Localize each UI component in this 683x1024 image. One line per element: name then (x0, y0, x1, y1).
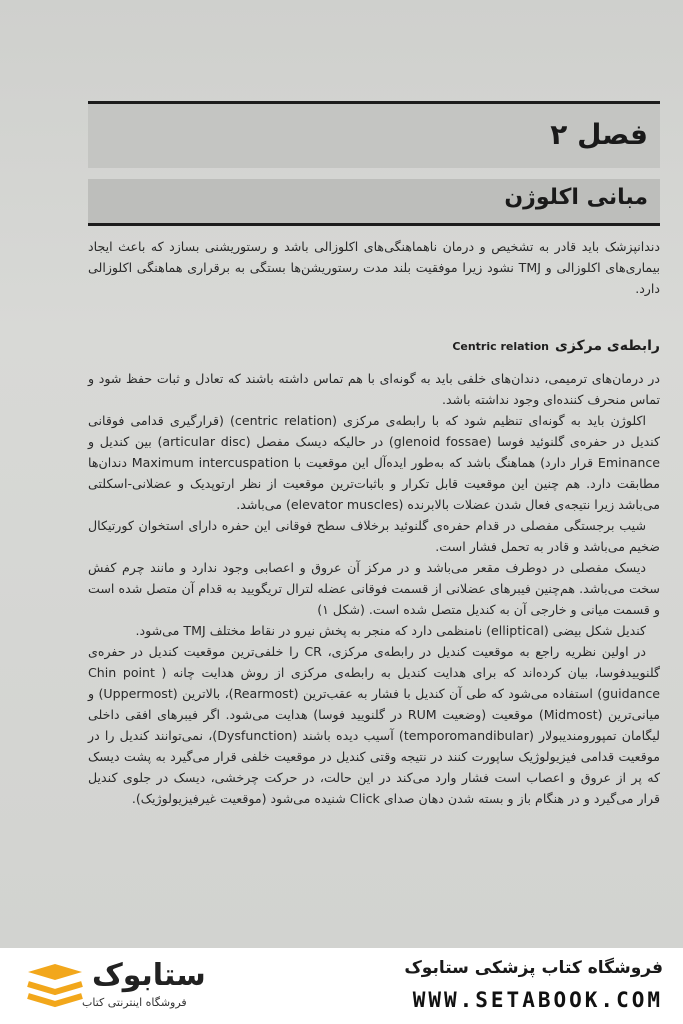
logo-wordmark: ستابوک (92, 958, 206, 993)
chapter-title: فصل ۲ (550, 118, 648, 151)
paragraph: در درمان‌های ترمیمی، دندان‌های خلفی باید به گونه‌ای با هم تماس داشته باشند که تعادل و ثبات حفظ شود و تماس منحرف کننده‌ای وجود نداشته باشد. (88, 371, 660, 407)
store-logo[interactable] (20, 956, 270, 1018)
chapter-header (88, 101, 660, 168)
subsection-title-en: Centric relation (452, 340, 549, 353)
paragraph: در اولین نظریه راجع به موقعیت کندیل در رابطه‌ی مرکزی، CR را خلفی‌ترین موقعیت کندیل در حفره‌ی گلنوییدفوسا، بیان کرده‌اند که برای هدایت کندیل به رابطه‌ی مرکزی از روش هدایت چانه ( Chin point guidance) استفاده می‌شود که طی آن کندیل با فشار به عقب‌ترین (Rearmost)، بالاترین (Uppermost) و میانی‌ترین (Midmost) موقعیت (وضعیت RUM در گلنویید فوسا) هدایت می‌شود. اگر فیبرهای افقی داخلی لیگامان تمپورومندیبولار (temporomandibular) آسیب دیده باشند (Dysfunction)، نمی‌توانند کندیل را در موقعیت قدامی فیزیولوژیک ساپورت کنند در نتیجه وقتی کندیل در موقعیت خلفی قرار می‌گیرد به پشت دیسک که پر از عروق و اعصاب است فشار وارد می‌کند در این حالت، در حرکت چرخشی، دیسک در جلوی کندیل قرار می‌گیرد و در هنگام باز و بسته شدن دهان صدای Click شنیده می‌شود (موقعیت غیرفیزیولوژیک). (88, 644, 661, 806)
store-url-link[interactable]: WWW.SETABOOK.COM (412, 988, 663, 1012)
store-banner (0, 948, 683, 1024)
section-header (88, 179, 660, 226)
store-name: فروشگاه کتاب پزشکی ستابوک (404, 958, 663, 978)
paragraph: دیسک مفصلی در دوطرف مقعر می‌باشد و در مرکز آن عروق و اعصابی وجود ندارد و مانند چرم کفش سخت می‌باشد. هم‌چنین فیبرهای عضلانی از قسمت فوقانی عضله لترال تریگویید به قدام آن متصل شده است و قسمت میانی و خارجی آن به کندیل متصل شده است. (شکل ۱) (88, 560, 660, 617)
intro-text: دندانپزشک باید قادر به تشخیص و درمان ناهماهنگی‌های اکلوزالی باشد و رستوریشنی بسازد که باعث ایجاد بیماری‌های اکلوزالی و TMJ نشود زیرا موفقیت بلند مدت رستوریشن‌ها بستگی به برقراری هماهنگی اکلوزالی دارد. (88, 239, 660, 296)
body-text (88, 368, 660, 809)
paragraph: کندیل شکل بیضی (elliptical) نامنظمی دارد که منجر به پخش نیرو در نقاط مختلف TMJ می‌شود. (135, 623, 646, 638)
paragraph: اکلوژن باید به گونه‌ای تنظیم شود که با رابطه‌ی مرکزی (centric relation) (قرارگیری قدامی فوقانی کندیل در حفره‌ی گلنوئید فوسا (glenoid fossae) در حالیکه دیسک مفصل (articular disc) بین کندیل و Eminance قرار دارد) هماهنگ باشد که به‌طور ایده‌آل این موقعیت با Maximum intercuspation دندان‌ها مطابقت دارد. هم چنین این موقعیت قابل تکرار و باثبات‌ترین موقعیت از نظر ارتوپدیک و عضلانی-اسکلتی می‌باشد زیرا نتیجه‌ی فعال شدن عضلات بالابرنده (elevator muscles) می‌باشد. (88, 413, 660, 512)
subsection-heading (452, 338, 660, 354)
paragraph: شیب برجستگی مفصلی در قدام حفره‌ی گلنوئید برخلاف سطح فوقانی این حفره دارای استخوان کورتیکال ضخیم می‌باشد و قادر به تحمل فشار است. (88, 518, 660, 554)
subsection-title: رابطه‌ی مرکزی (554, 338, 660, 354)
intro-paragraph (88, 236, 660, 299)
section-title: مبانی اکلوژن (504, 185, 648, 210)
logo-tagline: فروشگاه اینترنتی کتاب (82, 996, 187, 1009)
book-stack-logo-icon (20, 962, 90, 1014)
